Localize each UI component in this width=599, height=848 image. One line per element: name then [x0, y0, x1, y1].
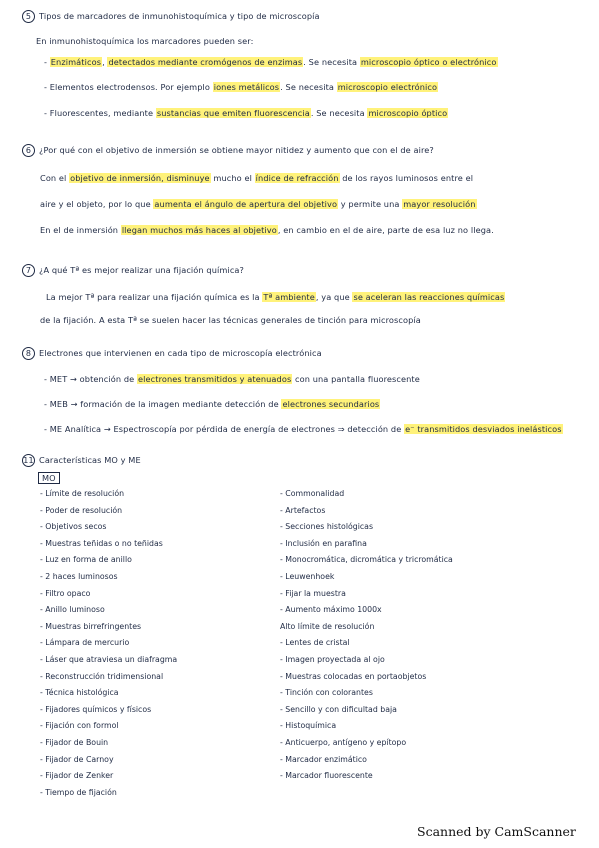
list-item: - Objetivos secos	[40, 522, 107, 532]
list-item: - Inclusión en parafina	[280, 538, 367, 548]
list-item: - Commonalidad	[280, 489, 345, 498]
list-item: - Fijador de Carnoy	[40, 754, 114, 764]
list-item: - Filtro opaco	[40, 588, 91, 598]
list-item: - Lámpara de mercurio	[40, 638, 130, 648]
list-item: - Reconstrucción tridimensional	[40, 671, 164, 681]
q8-line-meb: - MEB → formación de la imagen mediante detección de electrones secundarios	[44, 399, 380, 409]
list-item: - Sencillo y con dificultad baja	[280, 704, 397, 714]
q6-heading	[22, 144, 434, 157]
list-item: - Poder de resolución	[40, 505, 123, 515]
q7-line-2: de la fijación. A esta Tª se suelen hacer las técnicas generales de tinción para microscopía	[40, 315, 421, 325]
q8-line-analitica: - ME Analítica → Espectroscopía por pérdida de energía de electrones ⇒ detección de e⁻ transmitidos desviados inelásticos	[44, 424, 562, 434]
q7-title: ¿A qué Tª es mejor realizar una fijación química?	[39, 265, 244, 275]
list-item: - Tiempo de fijación	[40, 787, 117, 797]
q8-line-met: - MET → obtención de electrones transmitidos y atenuados con una pantalla fluorescente	[44, 374, 420, 384]
q6-line-2: aire y el objeto, por lo que aumenta el ángulo de apertura del objetivo y permite una mayor resolución	[40, 199, 476, 209]
q8-number: 8	[22, 347, 35, 360]
list-item: - Imagen proyectada al ojo	[280, 654, 385, 664]
list-item: - Muestras birrefringentes	[40, 621, 142, 631]
list-item: - Fijadores químicos y físicos	[40, 704, 152, 714]
mo-list-left	[40, 488, 270, 803]
list-item: Alto límite de resolución	[280, 621, 375, 631]
list-item: - Anillo luminoso	[40, 605, 105, 615]
list-item: - Fijador de Bouin	[40, 737, 109, 747]
q11-number: 11	[23, 456, 34, 465]
list-item: - Muestras colocadas en portaobjetos	[280, 671, 427, 681]
q11-heading	[22, 454, 141, 467]
q5-intro: En inmunohistoquímica los marcadores pueden ser:	[36, 36, 254, 46]
list-item: - Fijar la muestra	[280, 588, 346, 598]
list-item: - Muestras teñidas o no teñidas	[40, 538, 163, 548]
list-item: - Histoquímica	[280, 721, 337, 731]
list-item: - Marcador enzimático	[280, 754, 367, 764]
q6-number: 6	[22, 144, 35, 157]
list-item: - Fijación con formol	[40, 721, 119, 731]
scanner-footer: Scanned by CamScanner	[417, 824, 576, 839]
list-item: - Monocromática, dicromática y tricromática	[280, 555, 453, 565]
q8-title: Electrones que intervienen en cada tipo de microscopía electrónica	[39, 348, 322, 358]
q7-number: 7	[22, 264, 35, 277]
list-item: - Láser que atraviesa un diafragma	[40, 654, 178, 664]
q6-line-3: En el de inmersión llegan muchos más haces al objetivo, en cambio en el de aire, parte de esa luz no llega.	[40, 225, 494, 235]
q7-line-1: La mejor Tª para realizar una fijación química es la Tª ambiente, ya que se aceleran las reacciones químicas	[46, 292, 505, 302]
list-item: - Aumento máximo 1000x	[280, 605, 382, 615]
list-item: - Artefactos	[280, 505, 326, 515]
q5-item-1: - Enzimáticos, detectados mediante cromógenos de enzimas. Se necesita microscopio óptico o electrónico	[44, 57, 497, 67]
q11-title: Características MO y ME	[39, 455, 141, 465]
q6-title: ¿Por qué con el objetivo de inmersión se obtiene mayor nitidez y aumento que con el de aire?	[39, 145, 434, 155]
list-item: - 2 haces luminosos	[40, 571, 118, 581]
q8-heading	[22, 347, 322, 360]
mo-list-right	[280, 488, 590, 787]
list-item: - Tinción con colorantes	[280, 688, 373, 698]
list-item: - Límite de resolución	[40, 489, 125, 498]
list-item: - Leuwenhoek	[280, 571, 335, 581]
list-item: - Secciones histológicas	[280, 522, 374, 532]
mo-box-label: MO	[38, 473, 60, 484]
q5-title: Tipos de marcadores de inmunohistoquímica y tipo de microscopía	[39, 11, 320, 21]
q5-item-3: - Fluorescentes, mediante sustancias que emiten fluorescencia. Se necesita microscopio óptico	[44, 108, 448, 118]
q5-heading	[22, 10, 320, 23]
list-item: - Fijador de Zenker	[40, 771, 114, 781]
list-item: - Técnica histológica	[40, 688, 119, 698]
list-item: - Marcador fluorescente	[280, 771, 373, 781]
list-item: - Luz en forma de anillo	[40, 555, 132, 565]
q6-line-1: Con el objetivo de inmersión, disminuye mucho el índice de refracción de los rayos luminosos entre el	[40, 173, 474, 183]
list-item: - Lentes de cristal	[280, 638, 350, 648]
q5-number: 5	[22, 10, 35, 23]
list-item: - Anticuerpo, antígeno y epítopo	[280, 737, 407, 747]
q5-item-2: - Elementos electrodensos. Por ejemplo iones metálicos. Se necesita microscopio electrónico	[44, 82, 438, 92]
q7-heading	[22, 264, 244, 277]
